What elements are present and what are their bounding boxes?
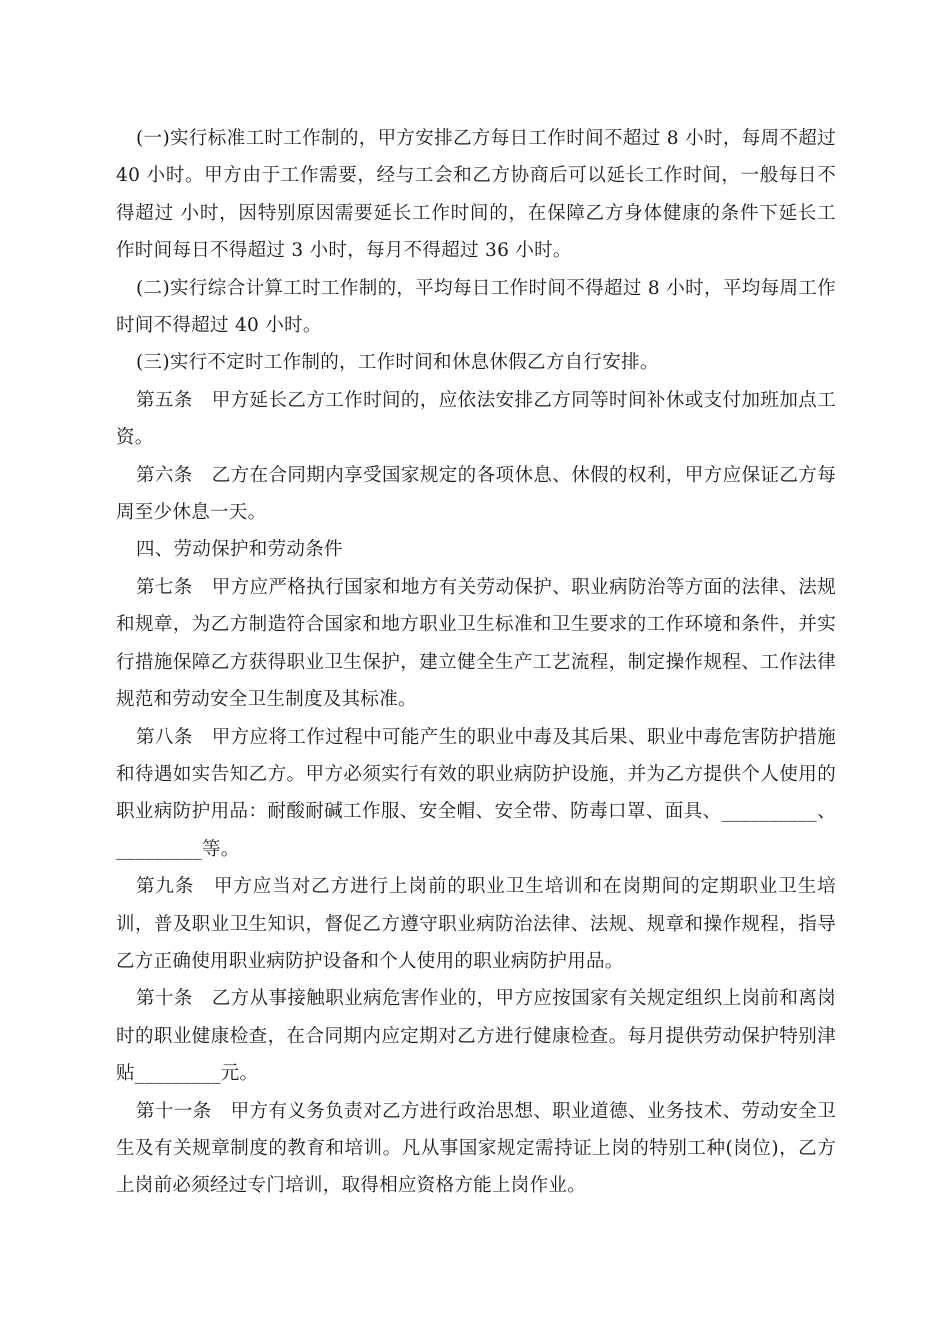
document-page (116, 120, 836, 1205)
article-7: 第七条 甲方应严格执行国家和地方有关劳动保护、职业病防治等方面的法律、法规和规章，为乙方制造符合国家和地方职业卫生标准和卫生要求的工作环境和条件，并实行措施保障乙方获得职业卫生保护，建立健全生产工艺流程，制定操作规程、工作法律规范和劳动安全卫生制度及其标准。 (116, 576, 836, 711)
article-6: 第六条 乙方在合同期内享受国家规定的各项休息、休假的权利，甲方应保证乙方每周至少休息一天。 (116, 464, 836, 524)
article-9: 第九条 甲方应当对乙方进行上岗前的职业卫生培训和在岗期间的定期职业卫生培训，普及职业卫生知识，督促乙方遵守职业病防治法律、法规、规章和操作规程，指导乙方正确使用职业病防护设备和个人使用的职业病防护用品。 (116, 876, 836, 972)
article-5: 第五条 甲方延长乙方工作时间的，应依法安排乙方同等时间补休或支付加班加点工资。 (116, 389, 836, 449)
paragraph-flexible-hours: (三)实行不定时工作制的，工作时间和休息休假乙方自行安排。 (136, 352, 659, 374)
section-heading-labor-protection: 四、劳动保护和劳动条件 (136, 539, 343, 561)
article-8: 第八条 甲方应将工作过程中可能产生的职业中毒及其后果、职业中毒危害防护措施和待遇如实告知乙方。甲方必须实行有效的职业病防护设施，并为乙方提供个人使用的职业病防护用品：耐酸耐碱工作服、安全帽、安全带、防毒口罩、面具、__________、_________等。 (116, 726, 836, 860)
article-11: 第十一条 甲方有义务负责对乙方进行政治思想、职业道德、业务技术、劳动安全卫生及有关规章制度的教育和培训。凡从事国家规定需持证上岗的特别工种(岗位)，乙方上岗前必须经过专门培训，取得相应资格方能上岗作业。 (116, 1100, 836, 1197)
article-10: 第十条 乙方从事接触职业病危害作业的，甲方应按国家有关规定组织上岗前和离岗时的职业健康检查，在合同期内应定期对乙方进行健康检查。每月提供劳动保护特别津贴_________元。 (116, 988, 836, 1085)
paragraph-standard-hours: (一)实行标准工时工作制的，甲方安排乙方每日工作时间不超过 8 小时，每周不超过 40 小时。甲方由于工作需要，经与工会和乙方协商后可以延长工作时间，一般每日不得超过 小时，因特别原因需要延长工作时间的，在保障乙方身体健康的条件下延长工作时间每日不得超过 3 小时，每月不得超过 36 小时。 (116, 128, 836, 262)
paragraph-comprehensive-hours: (二)实行综合计算工时工作制的，平均每日工作时间不得超过 8 小时，平均每周工作时间不得超过 40 小时。 (116, 277, 836, 337)
